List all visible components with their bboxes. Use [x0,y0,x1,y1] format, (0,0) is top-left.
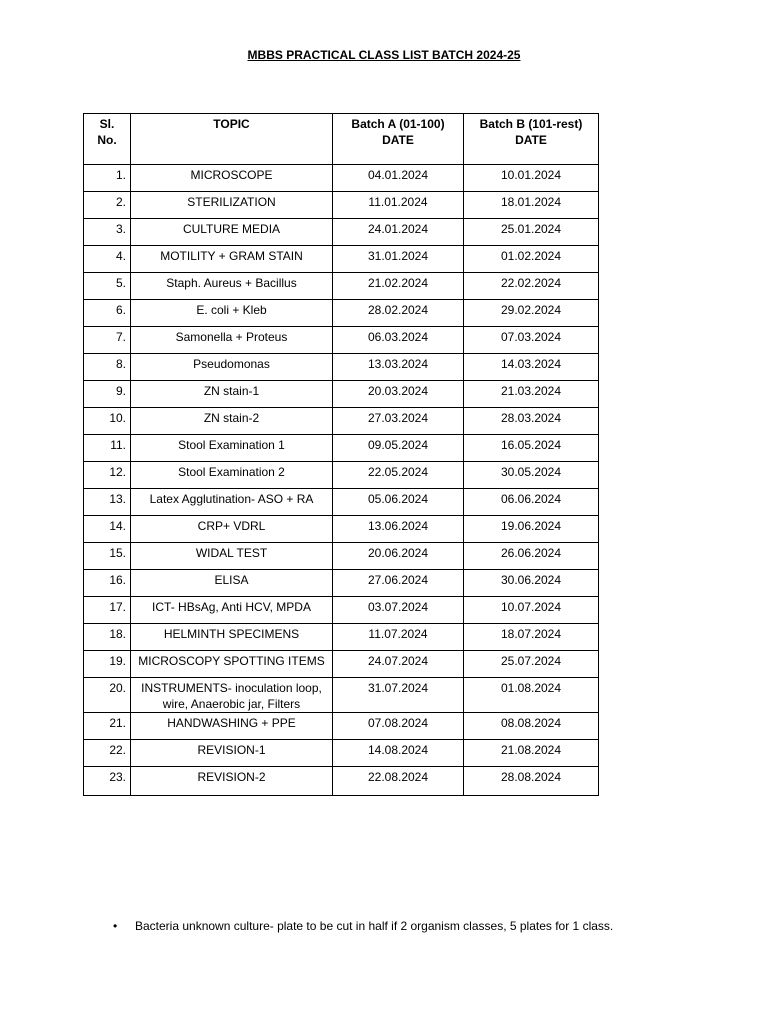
row-topic: ZN stain-1 [131,381,333,408]
row-batch-a-date: 20.06.2024 [333,543,464,570]
table-row [84,327,599,354]
table-row [84,543,599,570]
row-batch-b-date: 21.08.2024 [464,740,599,767]
row-batch-b-date: 30.06.2024 [464,570,599,597]
row-batch-b-date: 01.08.2024 [464,678,599,713]
footnote [113,919,613,933]
header-topic-label: TOPIC [213,117,250,131]
row-batch-a-date: 28.02.2024 [333,300,464,327]
class-list-table [83,113,599,796]
row-batch-b-date: 06.06.2024 [464,489,599,516]
header-sl-no [84,114,131,165]
row-batch-b-date: 10.01.2024 [464,165,599,192]
row-batch-a-date: 27.06.2024 [333,570,464,597]
row-number: 4. [84,246,131,273]
row-batch-b-date: 30.05.2024 [464,462,599,489]
row-batch-a-date: 13.06.2024 [333,516,464,543]
row-batch-b-date: 22.02.2024 [464,273,599,300]
row-topic: CULTURE MEDIA [131,219,333,246]
row-batch-a-date: 05.06.2024 [333,489,464,516]
table-row [84,678,599,713]
row-batch-a-date: 13.03.2024 [333,354,464,381]
row-topic: Pseudomonas [131,354,333,381]
table-row [84,408,599,435]
row-topic: HANDWASHING + PPE [131,713,333,740]
row-batch-b-date: 16.05.2024 [464,435,599,462]
row-number: 6. [84,300,131,327]
row-batch-a-date: 11.07.2024 [333,624,464,651]
row-batch-a-date: 11.01.2024 [333,192,464,219]
row-batch-a-date: 07.08.2024 [333,713,464,740]
table-row [84,435,599,462]
footnote-text: Bacteria unknown culture- plate to be cut in half if 2 organism classes, 5 plates for 1 class. [135,919,614,933]
table-row [84,192,599,219]
table-row [84,273,599,300]
table-row [84,165,599,192]
row-batch-b-date: 21.03.2024 [464,381,599,408]
row-batch-a-date: 24.07.2024 [333,651,464,678]
row-number: 17. [84,597,131,624]
table-row [84,489,599,516]
row-batch-a-date: 03.07.2024 [333,597,464,624]
table-header-row [84,114,599,165]
row-topic: WIDAL TEST [131,543,333,570]
row-topic: REVISION-2 [131,767,333,796]
row-number: 5. [84,273,131,300]
row-topic: HELMINTH SPECIMENS [131,624,333,651]
row-batch-a-date: 04.01.2024 [333,165,464,192]
row-number: 19. [84,651,131,678]
row-topic: Stool Examination 2 [131,462,333,489]
row-batch-b-date: 28.03.2024 [464,408,599,435]
page-title: MBBS PRACTICAL CLASS LIST BATCH 2024-25 [247,48,521,62]
row-batch-b-date: 01.02.2024 [464,246,599,273]
row-batch-a-date: 06.03.2024 [333,327,464,354]
table-row [84,767,599,796]
row-topic: ICT- HBsAg, Anti HCV, MPDA [131,597,333,624]
row-topic: Latex Agglutination- ASO + RA [131,489,333,516]
row-number: 16. [84,570,131,597]
row-number: 21. [84,713,131,740]
row-topic: REVISION-1 [131,740,333,767]
row-batch-b-date: 25.07.2024 [464,651,599,678]
row-number: 18. [84,624,131,651]
table-row [84,713,599,740]
row-number: 2. [84,192,131,219]
header-batch-a [333,114,464,165]
row-batch-a-date: 27.03.2024 [333,408,464,435]
table-row [84,462,599,489]
row-batch-b-date: 18.01.2024 [464,192,599,219]
row-batch-b-date: 25.01.2024 [464,219,599,246]
row-topic: Samonella + Proteus [131,327,333,354]
row-batch-b-date: 08.08.2024 [464,713,599,740]
table-row [84,624,599,651]
table-row [84,381,599,408]
row-topic: STERILIZATION [131,192,333,219]
header-batch-b [464,114,599,165]
table-row [84,651,599,678]
row-batch-b-date: 14.03.2024 [464,354,599,381]
table-row [84,516,599,543]
row-topic: Stool Examination 1 [131,435,333,462]
row-batch-b-date: 18.07.2024 [464,624,599,651]
table-row [84,740,599,767]
row-batch-a-date: 22.05.2024 [333,462,464,489]
row-batch-a-date: 22.08.2024 [333,767,464,796]
row-number: 10. [84,408,131,435]
table-row [84,300,599,327]
row-batch-a-date: 20.03.2024 [333,381,464,408]
table-row [84,246,599,273]
row-number: 13. [84,489,131,516]
row-topic: ZN stain-2 [131,408,333,435]
row-topic: INSTRUMENTS- inoculation loop, wire, Anaerobic jar, Filters [131,678,333,713]
row-topic: MOTILITY + GRAM STAIN [131,246,333,273]
table-row [84,570,599,597]
row-topic: ELISA [131,570,333,597]
row-number: 12. [84,462,131,489]
row-batch-b-date: 10.07.2024 [464,597,599,624]
row-batch-b-date: 07.03.2024 [464,327,599,354]
row-topic: MICROSCOPE [131,165,333,192]
row-batch-a-date: 21.02.2024 [333,273,464,300]
row-number: 3. [84,219,131,246]
row-batch-b-date: 26.06.2024 [464,543,599,570]
row-topic: CRP+ VDRL [131,516,333,543]
row-batch-b-date: 28.08.2024 [464,767,599,796]
row-topic: MICROSCOPY SPOTTING ITEMS [131,651,333,678]
row-batch-a-date: 31.01.2024 [333,246,464,273]
bullet-icon: • [113,919,118,933]
row-number: 8. [84,354,131,381]
row-batch-a-date: 24.01.2024 [333,219,464,246]
row-batch-a-date: 09.05.2024 [333,435,464,462]
table-row [84,219,599,246]
row-batch-a-date: 14.08.2024 [333,740,464,767]
header-sl-no-label: Sl. No. [97,117,117,147]
table-row [84,354,599,381]
row-number: 9. [84,381,131,408]
row-topic: E. coli + Kleb [131,300,333,327]
header-batch-b-label: Batch B (101-rest) DATE [479,117,583,147]
row-number: 15. [84,543,131,570]
row-number: 11. [84,435,131,462]
row-number: 14. [84,516,131,543]
row-batch-b-date: 29.02.2024 [464,300,599,327]
row-number: 1. [84,165,131,192]
row-number: 23. [84,767,131,796]
table-row [84,597,599,624]
row-number: 20. [84,678,131,713]
header-batch-a-label: Batch A (01-100) DATE [351,117,445,147]
row-batch-b-date: 19.06.2024 [464,516,599,543]
header-topic [131,114,333,165]
row-batch-a-date: 31.07.2024 [333,678,464,713]
row-number: 7. [84,327,131,354]
row-number: 22. [84,740,131,767]
row-topic: Staph. Aureus + Bacillus [131,273,333,300]
